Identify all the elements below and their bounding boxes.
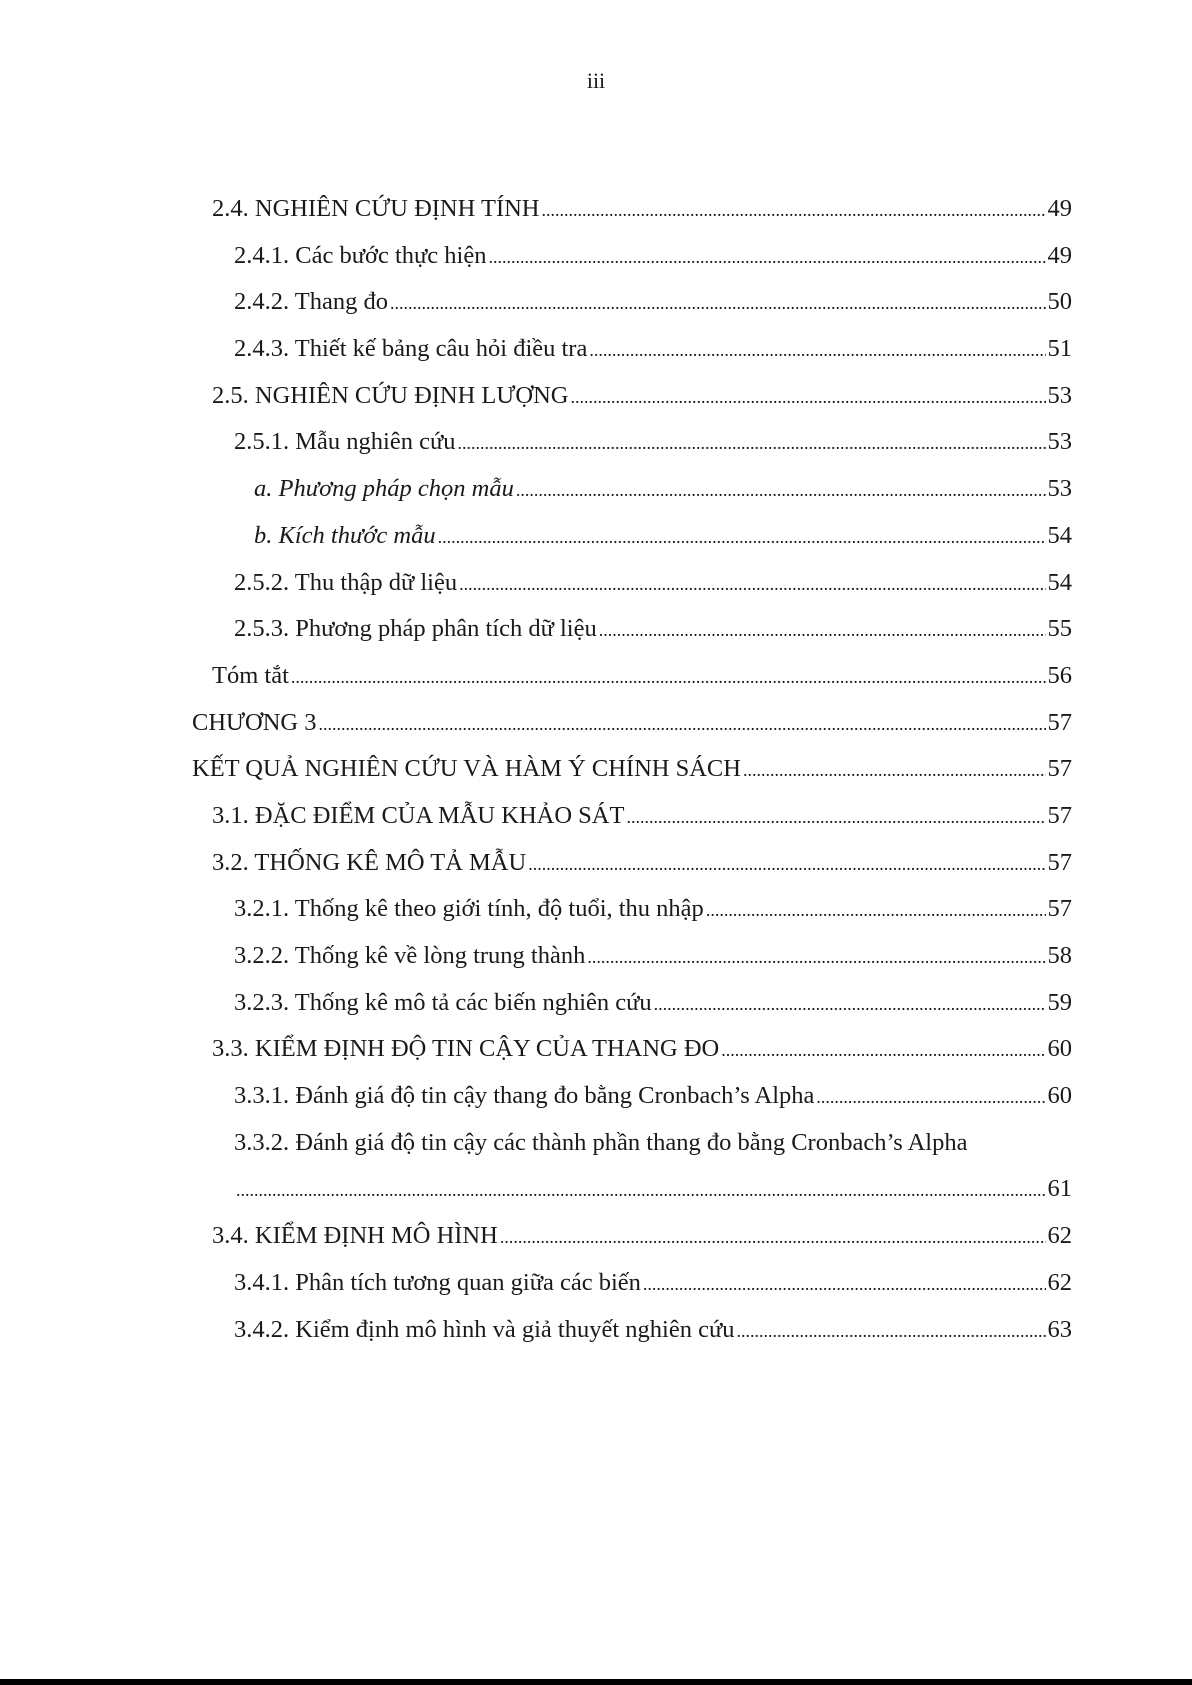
toc-entry-label: 2.4. NGHIÊN CỨU ĐỊNH TÍNH <box>212 195 540 222</box>
toc-entry-page: 63 <box>1047 1315 1072 1343</box>
toc-entry-page: 49 <box>1047 241 1072 269</box>
toc-leader-dots <box>599 606 1046 654</box>
toc-entry[interactable] <box>192 466 1072 513</box>
toc-entry[interactable] <box>192 1307 1072 1354</box>
toc-entry[interactable] <box>192 1026 1072 1073</box>
toc-leader-dots <box>500 1213 1046 1261</box>
page-number: iii <box>586 68 606 93</box>
toc-main-entries <box>192 186 1072 1120</box>
toc-entry-label: KẾT QUẢ NGHIÊN CỨU VÀ HÀM Ý CHÍNH SÁCH <box>192 755 741 783</box>
toc-entry-page: 53 <box>1047 381 1072 409</box>
toc-entry-label: 2.4.2. Thang đo <box>234 288 389 316</box>
toc-entry-label: 3.2.2. Thống kê về lòng trung thành <box>234 942 586 969</box>
toc-entry[interactable] <box>192 933 1072 980</box>
toc-entry-page: 53 <box>1047 428 1072 456</box>
table-of-contents <box>192 186 1072 1353</box>
toc-wrapped-entry[interactable] <box>192 1120 1072 1213</box>
toc-entry-page: 49 <box>1047 195 1072 222</box>
toc-entry-page: 60 <box>1047 1035 1072 1063</box>
toc-leader-dots <box>643 1260 1046 1308</box>
toc-entry-page: 57 <box>1047 801 1072 829</box>
toc-entry-page: 62 <box>1047 1268 1072 1296</box>
toc-entry-label: 3.2.3. Thống kê mô tả các biến nghiên cứu <box>234 988 652 1016</box>
toc-entry-label: 3.2. THỐNG KÊ MÔ TẢ MẪU <box>212 848 527 876</box>
toc-entry[interactable] <box>192 326 1072 373</box>
toc-leader-dots <box>721 1026 1045 1074</box>
toc-leader-dots <box>587 933 1045 981</box>
toc-leader-dots <box>488 233 1045 281</box>
toc-leader-dots <box>516 466 1046 514</box>
toc-leader-dots <box>570 373 1045 421</box>
toc-entry[interactable] <box>192 606 1072 653</box>
toc-entry[interactable] <box>192 793 1072 840</box>
toc-entry[interactable] <box>192 700 1072 747</box>
toc-entry-page: 54 <box>1047 568 1072 596</box>
toc-entry[interactable] <box>192 653 1072 700</box>
toc-entry-page: 61 <box>1047 1175 1072 1203</box>
toc-entry-page: 55 <box>1047 615 1072 643</box>
toc-leader-dots <box>589 326 1045 374</box>
toc-leader-dots <box>528 840 1045 888</box>
toc-leader-dots <box>542 186 1046 234</box>
toc-entry-page: 54 <box>1047 521 1072 549</box>
toc-entry-label: 3.4.1. Phân tích tương quan giữa các biến <box>234 1268 641 1296</box>
toc-entry-label: 2.5.2. Thu thập dữ liệu <box>234 568 458 596</box>
toc-entry-label: b. Kích thước mẫu <box>254 521 436 549</box>
toc-entry[interactable] <box>192 513 1072 560</box>
toc-leader-dots <box>626 793 1045 841</box>
toc-entry-label: 3.4. KIỂM ĐỊNH MÔ HÌNH <box>212 1222 498 1250</box>
toc-entry-label: 3.3.2. Đánh giá độ tin cậy các thành phần thang đo bằng Cronbach’s Alpha <box>234 1128 968 1156</box>
toc-entry-page: 57 <box>1047 755 1072 783</box>
toc-entry-label: 2.5.1. Mẫu nghiên cứu <box>234 428 456 456</box>
toc-entry[interactable] <box>192 980 1072 1027</box>
toc-entry-label: 3.3. KIỂM ĐỊNH ĐỘ TIN CẬY CỦA THANG ĐO <box>212 1035 720 1063</box>
toc-entry[interactable] <box>192 233 1072 280</box>
toc-leader-dots <box>706 886 1046 934</box>
toc-entry[interactable] <box>192 1260 1072 1307</box>
toc-entry-label: 2.5. NGHIÊN CỨU ĐỊNH LƯỢNG <box>212 381 569 409</box>
toc-leader-dots <box>654 980 1046 1028</box>
toc-leader-dots <box>459 560 1045 608</box>
toc-leader-dots <box>438 513 1046 561</box>
toc-tail-entries <box>192 1213 1072 1353</box>
toc-entry[interactable] <box>192 279 1072 326</box>
toc-entry-page: 57 <box>1047 895 1072 923</box>
toc-leader-dots <box>390 279 1045 327</box>
toc-entry-label: 2.5.3. Phương pháp phân tích dữ liệu <box>234 615 597 643</box>
toc-entry-label: CHƯƠNG 3 <box>192 708 317 736</box>
toc-entry-label: 3.4.2. Kiểm định mô hình và giả thuyết nghiên cứu <box>234 1315 735 1343</box>
toc-entry-page: 57 <box>1047 708 1072 736</box>
toc-leader-dots <box>319 700 1046 748</box>
toc-entry[interactable] <box>192 186 1072 233</box>
toc-entry-page: 50 <box>1047 288 1072 316</box>
toc-entry-page: 60 <box>1047 1082 1072 1110</box>
toc-entry-label: 2.4.1. Các bước thực hiện <box>234 241 487 269</box>
toc-entry[interactable] <box>192 746 1072 793</box>
toc-entry-continuation <box>192 1166 1072 1213</box>
toc-entry-page: 56 <box>1047 661 1072 689</box>
toc-entry-page: 58 <box>1047 942 1072 969</box>
toc-leader-dots <box>236 1166 1046 1214</box>
toc-entry-label: 3.3.1. Đánh giá độ tin cậy thang đo bằng Cronbach’s Alpha <box>234 1082 815 1110</box>
toc-leader-dots <box>291 653 1046 701</box>
toc-entry[interactable] <box>192 1213 1072 1260</box>
toc-entry-page: 57 <box>1047 848 1072 876</box>
toc-leader-dots <box>736 1307 1045 1355</box>
toc-entry[interactable] <box>192 419 1072 466</box>
toc-entry-label: a. Phương pháp chọn mẫu <box>254 475 514 503</box>
bottom-edge-bar <box>0 1679 1192 1685</box>
toc-entry[interactable] <box>192 1073 1072 1120</box>
toc-entry-label: Tóm tắt <box>212 661 289 689</box>
toc-entry-page: 53 <box>1047 475 1072 503</box>
toc-entry[interactable] <box>192 840 1072 887</box>
toc-entry-label: 2.4.3. Thiết kế bảng câu hỏi điều tra <box>234 335 588 363</box>
toc-entry[interactable] <box>192 886 1072 933</box>
toc-leader-dots <box>743 746 1046 794</box>
toc-entry-page: 59 <box>1047 988 1072 1016</box>
toc-leader-dots <box>458 419 1046 467</box>
toc-entry-page: 62 <box>1047 1222 1072 1250</box>
toc-entry[interactable] <box>192 373 1072 420</box>
toc-entry-label: 3.2.1. Thống kê theo giới tính, độ tuổi, thu nhập <box>234 895 704 923</box>
toc-entry[interactable] <box>192 560 1072 607</box>
toc-leader-dots <box>816 1073 1045 1121</box>
toc-entry-page: 51 <box>1047 335 1072 363</box>
toc-entry-label: 3.1. ĐẶC ĐIỂM CỦA MẪU KHẢO SÁT <box>212 801 625 829</box>
